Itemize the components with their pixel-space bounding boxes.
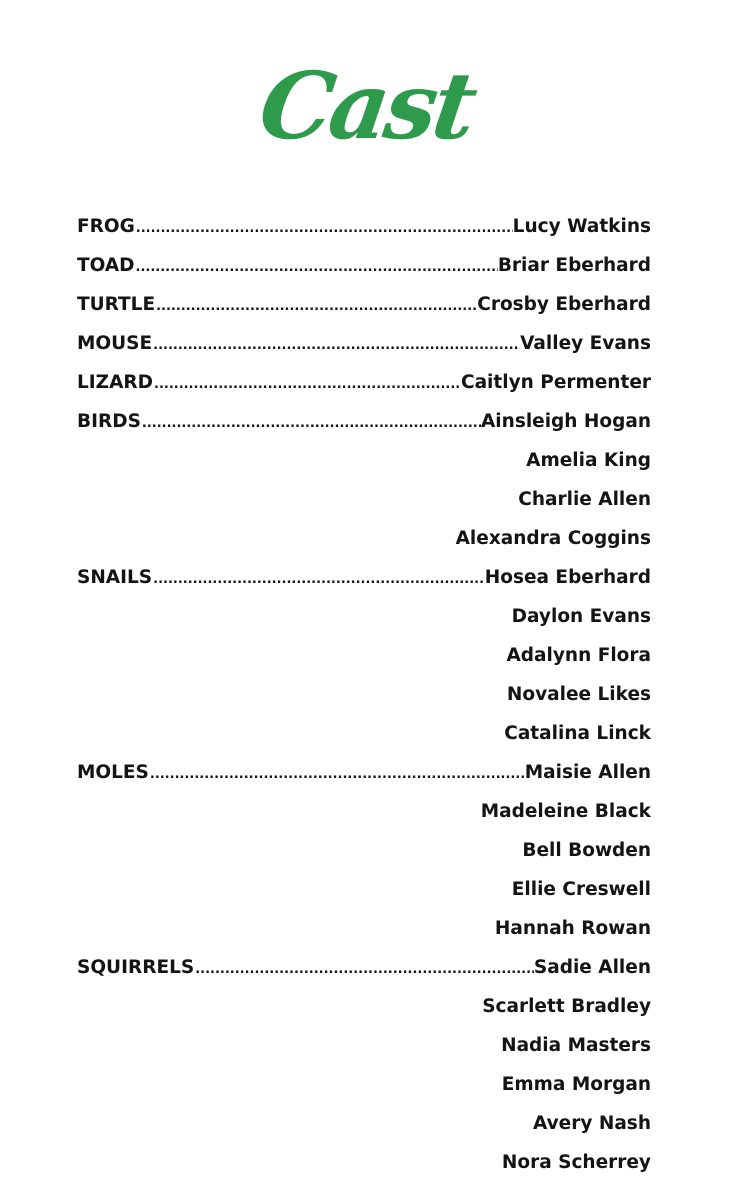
actor-name: Scarlett Bradley (482, 996, 651, 1017)
role-label: TURTLE (77, 294, 156, 315)
actor-name: Charlie Allen (518, 489, 651, 510)
role-label: TOAD (77, 255, 135, 276)
dot-leader (153, 560, 485, 599)
actor-name: Crosby Eberhard (477, 294, 651, 315)
cast-row (77, 363, 651, 402)
cast-row (77, 948, 651, 987)
actor-name: Nadia Masters (501, 1035, 651, 1056)
actor-name: Amelia King (526, 450, 651, 471)
actor-name: Avery Nash (532, 1113, 651, 1134)
actor-name: Catalina Linck (504, 723, 651, 744)
dot-leader (153, 326, 520, 365)
role-label: MOLES (77, 762, 149, 783)
cast-row (77, 1143, 651, 1182)
actor-name: Sadie Allen (533, 957, 651, 978)
actor-name: Alexandra Coggins (455, 528, 651, 549)
cast-row (77, 207, 651, 246)
role-label: SQUIRRELS (77, 957, 195, 978)
cast-row (77, 831, 651, 870)
cast-row (77, 792, 651, 831)
actor-name: Nora Scherrey (501, 1152, 651, 1173)
cast-row (77, 987, 651, 1026)
cast-row (77, 714, 651, 753)
cast-row (77, 324, 651, 363)
cast-row (77, 519, 651, 558)
role-label: MOUSE (77, 333, 153, 354)
actor-name: Madeleine Black (480, 801, 651, 822)
role-label: BIRDS (77, 411, 141, 432)
dot-leader (136, 209, 513, 248)
page-title: Cast (253, 52, 480, 160)
actor-name: Maisie Allen (524, 762, 651, 783)
actor-name: Novalee Likes (506, 684, 651, 705)
cast-row (77, 636, 651, 675)
actor-name: Emma Morgan (501, 1074, 651, 1095)
actor-name: Bell Bowden (522, 840, 651, 861)
dot-leader (154, 365, 461, 404)
actor-name: Adalynn Flora (506, 645, 651, 666)
dot-leader (156, 287, 477, 326)
actor-name: Ainsleigh Hogan (480, 411, 651, 432)
dot-leader (142, 404, 481, 443)
actor-name: Caitlyn Permenter (461, 372, 651, 393)
cast-row (77, 285, 651, 324)
cast-row (77, 402, 651, 441)
role-label: SNAILS (77, 567, 153, 588)
cast-row (77, 675, 651, 714)
dot-leader (195, 950, 534, 989)
actor-name: Valley Evans (520, 333, 651, 354)
actor-name: Ellie Creswell (511, 879, 651, 900)
cast-row (77, 870, 651, 909)
role-label: LIZARD (77, 372, 154, 393)
cast-row (77, 1065, 651, 1104)
role-label: FROG (77, 216, 135, 237)
cast-row (77, 1026, 651, 1065)
actor-name: Hosea Eberhard (484, 567, 651, 588)
cast-row (77, 909, 651, 948)
cast-row (77, 246, 651, 285)
cast-row (77, 558, 651, 597)
actor-name: Hannah Rowan (494, 918, 651, 939)
actor-name: Daylon Evans (511, 606, 651, 627)
dot-leader (136, 248, 498, 287)
actor-name: Lucy Watkins (512, 216, 651, 237)
cast-row (77, 597, 651, 636)
cast-row (77, 1104, 651, 1143)
cast-row (77, 441, 651, 480)
cast-list (77, 207, 651, 1182)
cast-row (77, 753, 651, 792)
cast-row (77, 480, 651, 519)
dot-leader (150, 755, 525, 794)
actor-name: Briar Eberhard (497, 255, 651, 276)
